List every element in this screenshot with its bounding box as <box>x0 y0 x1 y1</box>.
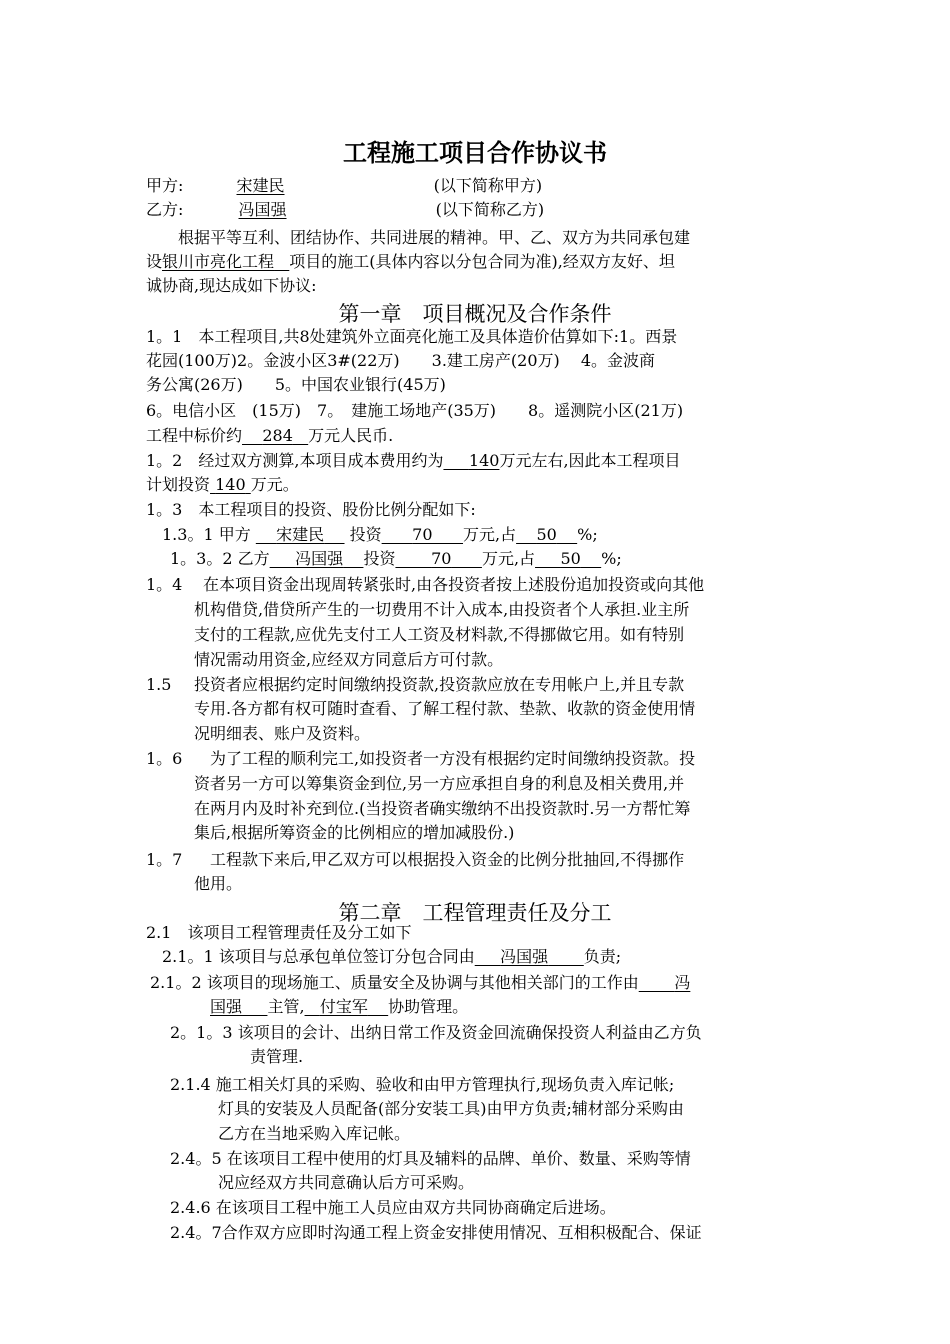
clause-2-1-4-line-1: 2.1.4 施工相关灯具的采购、验收和由甲方管理执行,现场负责入库记帐; <box>170 1075 675 1094</box>
clause-2-1-2-line-2: 国强 主管, 付宝军 协助管理。 <box>210 997 469 1016</box>
clause-1-1-line-1: 1。1 本工程项目,共8处建筑外立面亮化施工及具体造价估算如下:1。西景 <box>146 327 678 346</box>
clause-1-4-number: 1。4 <box>146 575 183 594</box>
clause-1-5-line-2: 专用.各方都有权可随时查看、了解工程付款、垫款、收款的资金使用情 <box>194 699 696 718</box>
intro-line-1: 根据平等互利、团结协作、共同进展的精神。甲、乙、双方为共同承包建 <box>178 228 691 247</box>
clause-1-7-line-2: 他用。 <box>194 874 243 893</box>
clause-2-4-5-line-1: 2.4。5 在该项目工程中使用的灯具及辅料的品牌、单价、数量、采购等情 <box>170 1149 691 1168</box>
clause-1-4-line-3: 支付的工程款,应优先支付工人工资及材料款,不得挪做它用。如有特别 <box>194 625 685 644</box>
clause-1-4-line-1: 在本项目资金出现周转紧张时,由各投资者按上述股份追加投资或向其他 <box>203 575 705 594</box>
clause-2-1-2-line-1: 2.1。2 该项目的现场施工、质量安全及协调与其他相关部门的工作由 冯 <box>150 973 691 992</box>
clause-1-6-line-3: 在两月内及时补充到位.(当投资者确实缴纳不出投资款时.另一方帮忙筹 <box>194 799 691 818</box>
clause-1-6-number: 1。6 <box>146 749 183 768</box>
clause-1-4-line-2: 机构借贷,借贷所产生的一切费用不计入成本,由投资者个人承担.业主所 <box>194 600 690 619</box>
clause-2-1-3-line-1: 2。1。3 该项目的会计、出纳日常工作及资金回流确保投资人利益由乙方负 <box>170 1023 702 1042</box>
chapter-2-title: 第二章 工程管理责任及分工 <box>338 901 612 925</box>
clause-1-5-number: 1.5 <box>146 675 172 694</box>
clause-1-5-line-3: 况明细表、账户及资料。 <box>194 724 371 743</box>
planned-investment: 140 <box>215 475 246 494</box>
clause-2-1-3-line-2: 责管理. <box>250 1047 304 1066</box>
clause-1-7-line-1: 工程款下来后,甲乙双方可以根据投入资金的比例分批抽回,不得挪作 <box>210 850 685 869</box>
clause-1-1-line-2: 花园(100万)2。金波小区3#(22万) 3.建工房产(20万) 4。金波商 <box>146 351 656 370</box>
clause-1-6-line-1: 为了工程的顺利完工,如投资者一方没有根据约定时间缴纳投资款。投 <box>210 749 696 768</box>
contract-signer: 冯国强 <box>500 947 549 966</box>
clause-1-1-line-3: 务公寓(26万) 5。中国农业银行(45万) <box>146 375 446 394</box>
clause-1-3-1: 1.3。1 甲方 宋建民 投资 70 万元,占 50 %; <box>162 525 598 544</box>
party-a-line: 甲方: 宋建民 (以下简称甲方) <box>146 176 543 195</box>
clause-1-2-line-2: 计划投资 140 万元。 <box>146 475 299 494</box>
clause-1-4-line-4: 情况需动用资金,应经双方同意后方可付款。 <box>194 650 504 669</box>
clause-2-1-1: 2.1。1 该项目与总承包单位签订分包合同由 冯国强 负责; <box>162 947 622 966</box>
clause-2-1: 2.1 该项目工程管理责任及分工如下 <box>146 923 412 942</box>
clause-1-1-line-5: 工程中标价约 284 万元人民币. <box>146 426 394 445</box>
clause-2-4-5-line-2: 况应经双方共同意确认后方可采购。 <box>218 1173 475 1192</box>
party-b-line: 乙方: 冯国强 (以下简称乙方) <box>146 200 545 219</box>
clause-1-2-line-1: 1。2 经过双方测算,本项目成本费用约为 140万元左右,因此本工程项目 <box>146 451 681 470</box>
document-title: 工程施工项目合作协议书 <box>343 139 607 167</box>
clause-1-6-line-2: 资者另一方可以筹集资金到位,另一方应承担自身的利息及相关费用,并 <box>194 774 685 793</box>
intro-line-3: 诚协商,现达成如下协议: <box>146 276 317 295</box>
clause-1-7-number: 1。7 <box>146 850 183 869</box>
clause-1-3-2: 1。3。2 乙方 冯国强 投资 70 万元,占 50 %; <box>170 549 622 568</box>
clause-2-1-4-line-2: 灯具的安装及人员配备(部分安装工具)由甲方负责;辅材部分采购由 <box>218 1099 684 1118</box>
party-b-name: 冯国强 <box>238 200 287 219</box>
bid-price: 284 <box>262 426 293 445</box>
clause-2-4-7: 2.4。7合作双方应即时沟通工程上资金安排使用情况、互相积极配合、保证 <box>170 1223 702 1242</box>
party-a-name: 宋建民 <box>236 176 285 195</box>
intro-line-2: 设银川市亮化工程 项目的施工(具体内容以分包合同为准),经双方友好、坦 <box>146 252 675 271</box>
project-name: 银川市亮化工程 <box>162 252 275 271</box>
clause-1-5-line-1: 投资者应根据约定时间缴纳投资款,投资款应放在专用帐户上,并且专款 <box>194 675 685 694</box>
cost-estimate: 140 <box>468 451 500 470</box>
chapter-1-title: 第一章 项目概况及合作条件 <box>338 302 612 326</box>
clause-2-1-4-line-3: 乙方在当地采购入库记帐。 <box>218 1124 411 1143</box>
clause-1-1-line-4: 6。电信小区 (15万) 7。 建施工场地产(35万) 8。遥测院小区(21万) <box>146 401 684 420</box>
clause-1-6-line-4: 集后,根据所筹资金的比例相应的增加减股份.) <box>194 823 515 842</box>
clause-1-3-line-1: 1。3 本工程项目的投资、股份比例分配如下: <box>146 500 476 519</box>
clause-2-4-6: 2.4.6 在该项目工程中施工人员应由双方共同协商确定后进场。 <box>170 1198 616 1217</box>
